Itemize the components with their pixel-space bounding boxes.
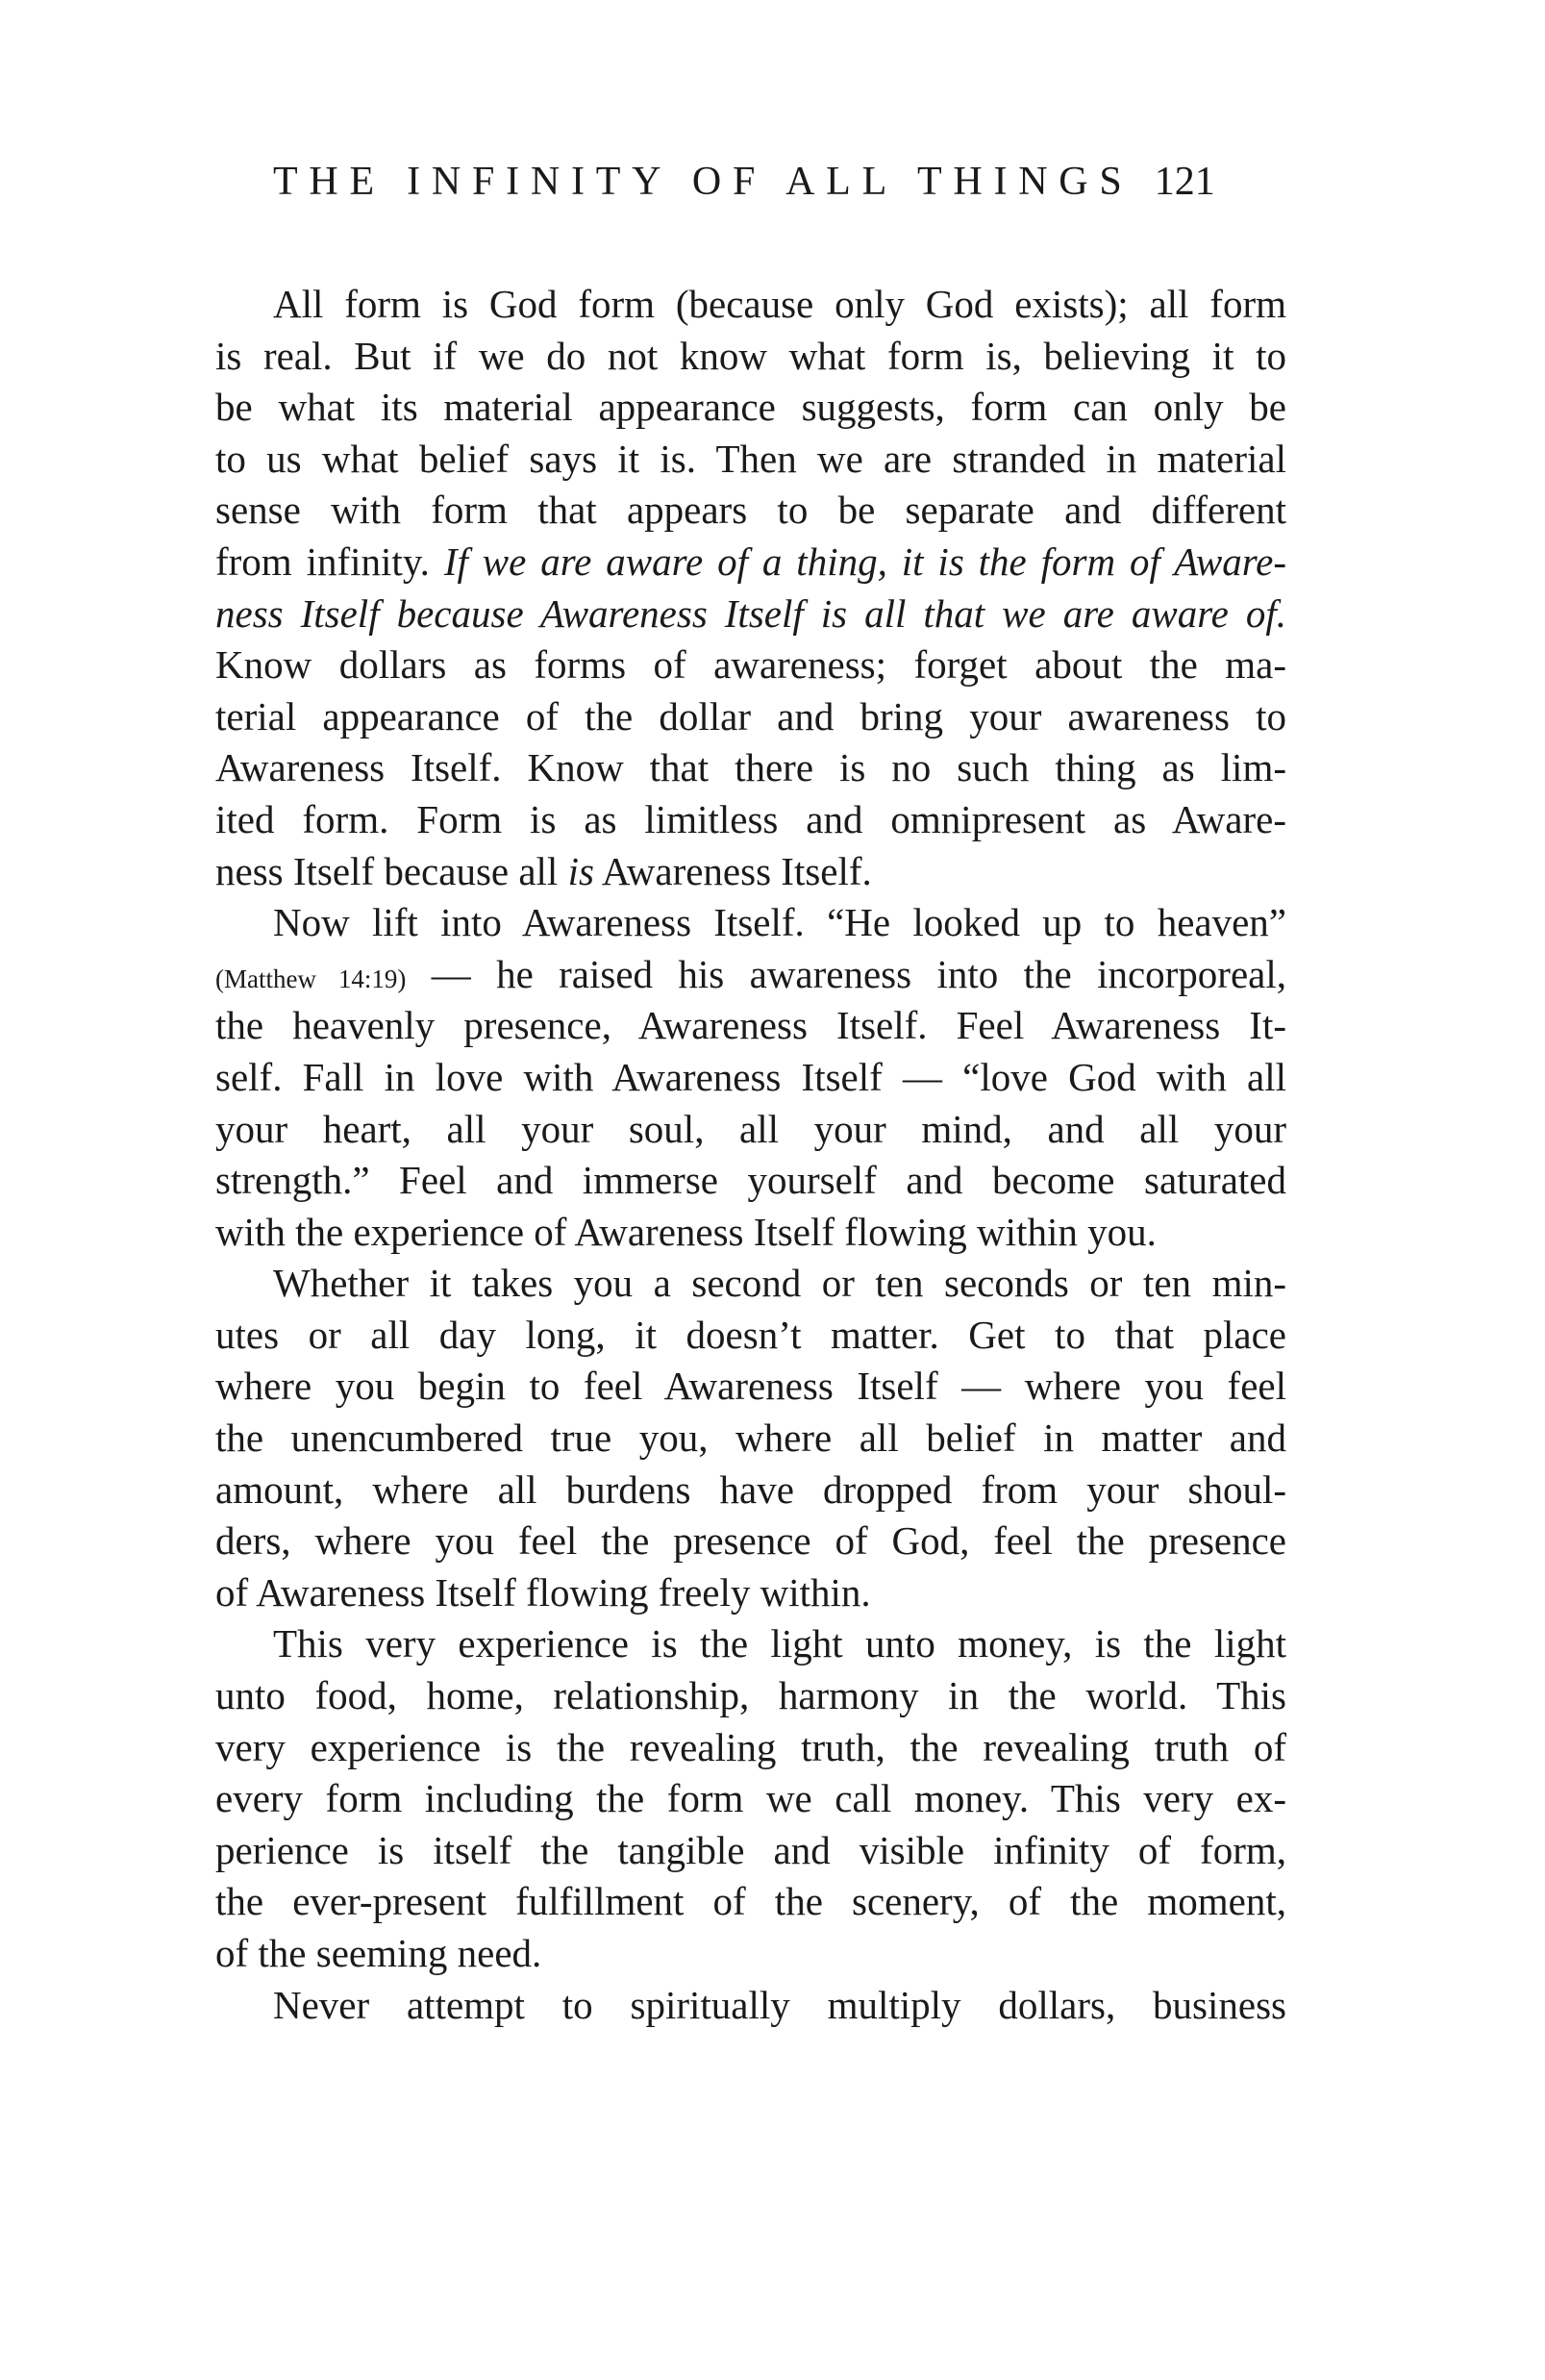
text-run: Awareness Itself. — [593, 848, 872, 893]
italic-run: is — [567, 848, 594, 893]
running-head-title: THE INFINITY OF ALL THINGS — [273, 160, 1134, 204]
running-head — [273, 162, 1286, 202]
text-line: sense with form that appears to be separate and different — [215, 488, 1286, 533]
page-number: 121 — [1154, 160, 1215, 204]
text-line: Now lift into Awareness Itself. “He looked up to heaven” — [273, 900, 1286, 945]
text-line — [215, 949, 1286, 1001]
text-line: Whether it takes you a second or ten seconds or ten min- — [273, 1261, 1286, 1306]
text-line: the heavenly presence, Awareness Itself. Feel Awareness It- — [215, 1003, 1286, 1048]
text-run: ness Itself because all — [215, 848, 568, 893]
text-line: Know dollars as forms of awareness; forget about the ma- — [215, 642, 1286, 688]
text-line: very experience is the revealing truth, the revealing truth of — [215, 1724, 1286, 1769]
text-run: from infinity. — [215, 539, 444, 584]
text-line: is real. But if we do not know what form is, believing it to — [215, 333, 1286, 378]
text-line: your heart, all your soul, all your mind, and all your — [215, 1106, 1286, 1151]
text-line: every form including the form we call money. This very ex- — [215, 1776, 1286, 1821]
text-run: — he raised his awareness into the incorporeal, — [406, 951, 1286, 996]
text-line: of the seeming need. — [215, 1931, 542, 1975]
text-line: All form is God form (because only God exists); all form — [273, 282, 1286, 326]
text-line: Never attempt to spiritually multiply dollars, business — [273, 1982, 1286, 2027]
text-line: self. Fall in love with Awareness Itself — “love God with all — [215, 1054, 1286, 1099]
text-line: be what its material appearance suggests, form can only be — [215, 385, 1286, 430]
text-line: the unencumbered true you, where all belief in matter and — [215, 1415, 1286, 1461]
text-line: ited form. Form is as limitless and omnipresent as Aware- — [215, 796, 1286, 841]
text-line: Awareness Itself. Know that there is no such thing as lim- — [215, 745, 1286, 790]
text-line: perience is itself the tangible and visible infinity of form, — [215, 1827, 1286, 1872]
citation: (Matthew 14:19) — [215, 964, 407, 993]
text-line: This very experience is the light unto money, is the light — [273, 1621, 1286, 1666]
text-line — [215, 846, 1286, 898]
text-line: strength.” Feel and immerse yourself and become saturated — [215, 1158, 1286, 1203]
text-line: of Awareness Itself flowing freely within. — [215, 1569, 871, 1615]
body-text — [215, 279, 1286, 2031]
text-line: terial appearance of the dollar and bring your awareness to — [215, 693, 1286, 739]
italic-run: If we are aware of a thing, it is the form of Aware- — [443, 539, 1286, 584]
text-line: ders, where you feel the presence of God, feel the presence — [215, 1518, 1286, 1564]
text-line: amount, where all burdens have dropped from your shoul- — [215, 1466, 1286, 1512]
text-line: unto food, home, relationship, harmony in the world. This — [215, 1673, 1286, 1718]
text-line — [215, 537, 1286, 589]
italic-run: ness Itself because Awareness Itself is all that we are aware of. — [215, 590, 1286, 636]
text-line: where you begin to feel Awareness Itself — where you feel — [215, 1364, 1286, 1409]
text-line: the ever-present fulfillment of the scenery, of the moment, — [215, 1879, 1286, 1924]
text-line — [215, 589, 1286, 640]
text-line: to us what belief says it is. Then we are stranded in material — [215, 436, 1286, 481]
text-line: with the experience of Awareness Itself flowing within you. — [215, 1209, 1157, 1254]
text-line: utes or all day long, it doesn’t matter. Get to that place — [215, 1312, 1286, 1357]
